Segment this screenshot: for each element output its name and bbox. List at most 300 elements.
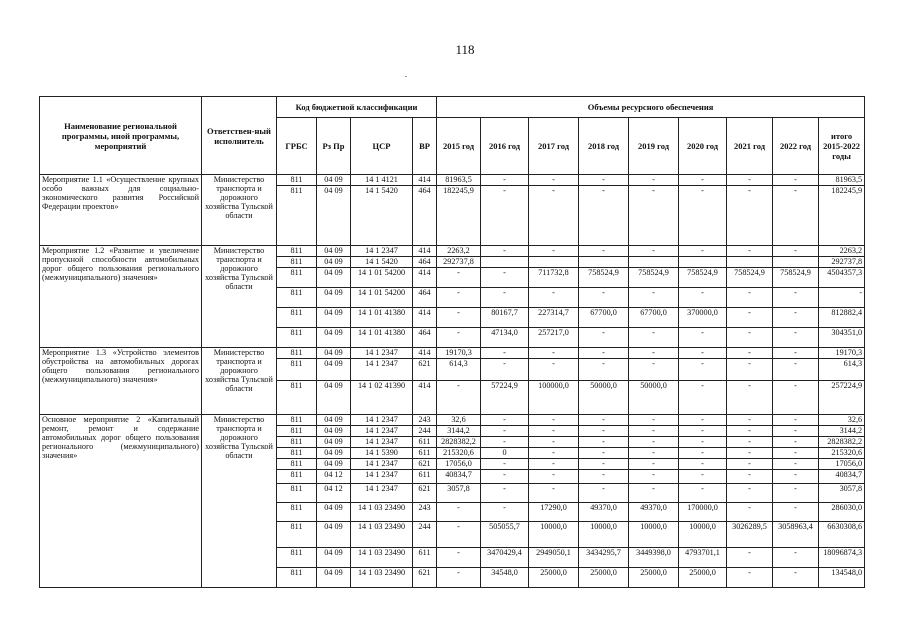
year-value-cell: - <box>437 548 481 568</box>
vr-cell: 464 <box>413 288 437 308</box>
year-value-cell: - <box>679 359 727 381</box>
total-cell: 812882,4 <box>819 308 865 328</box>
header-rzpr: Рз Пр <box>317 118 351 175</box>
measure-name: Основное мероприятие 2 «Капитальный ремонт, ремонт и содержание автомобильных дорог общего пользования регионального (межмуниципального) значения» <box>40 415 202 588</box>
responsible-executor: Министерство транспорта и дорожного хозяйства Тульской области <box>202 246 277 348</box>
responsible-executor: Министерство транспорта и дорожного хозяйства Тульской области <box>202 348 277 415</box>
year-value-cell: - <box>679 459 727 470</box>
year-value-cell: 57224,9 <box>481 381 529 415</box>
vr-cell: 621 <box>413 459 437 470</box>
year-value-cell: - <box>481 459 529 470</box>
rzpr-cell: 04 09 <box>317 257 351 268</box>
year-value-cell: - <box>529 186 579 246</box>
year-value-cell: 3434295,7 <box>579 548 629 568</box>
year-value-cell: 758524,9 <box>773 268 819 288</box>
grbs-cell: 811 <box>277 257 317 268</box>
grbs-cell: 811 <box>277 246 317 257</box>
year-value-cell: - <box>727 348 773 359</box>
year-value-cell: - <box>579 359 629 381</box>
year-value-cell: - <box>773 437 819 448</box>
year-value-cell: 182245,9 <box>437 186 481 246</box>
year-value-cell: 81963,5 <box>437 175 481 186</box>
total-cell: 182245,9 <box>819 186 865 246</box>
year-value-cell: - <box>727 288 773 308</box>
year-value-cell: - <box>481 288 529 308</box>
year-value-cell: 3058963,4 <box>773 522 819 548</box>
year-value-cell: - <box>481 175 529 186</box>
total-cell: 3057,8 <box>819 484 865 503</box>
header-year: 2015 год <box>437 118 481 175</box>
total-cell: 18096874,3 <box>819 548 865 568</box>
total-cell: 215320,6 <box>819 448 865 459</box>
year-value-cell: 3470429,4 <box>481 548 529 568</box>
csr-cell: 14 1 03 23490 <box>351 548 413 568</box>
year-value-cell: 227314,7 <box>529 308 579 328</box>
rzpr-cell: 04 09 <box>317 308 351 328</box>
year-value-cell: - <box>679 381 727 415</box>
vr-cell: 611 <box>413 548 437 568</box>
year-value-cell: - <box>629 415 679 426</box>
year-value-cell <box>773 257 819 268</box>
year-value-cell: - <box>773 548 819 568</box>
year-value-cell: - <box>629 359 679 381</box>
year-value-cell <box>629 257 679 268</box>
year-value-cell: 32,6 <box>437 415 481 426</box>
year-value-cell: - <box>529 288 579 308</box>
total-cell: 304351,0 <box>819 328 865 348</box>
year-value-cell: - <box>437 268 481 288</box>
grbs-cell: 811 <box>277 503 317 522</box>
year-value-cell: 40834,7 <box>437 470 481 484</box>
year-value-cell: - <box>773 186 819 246</box>
rzpr-cell: 04 09 <box>317 426 351 437</box>
rzpr-cell: 04 09 <box>317 522 351 548</box>
table-row <box>40 246 865 257</box>
vr-cell: 611 <box>413 470 437 484</box>
table-row <box>40 348 865 359</box>
csr-cell: 14 1 2347 <box>351 415 413 426</box>
year-value-cell: - <box>727 415 773 426</box>
year-value-cell: - <box>773 426 819 437</box>
year-value-cell: - <box>727 437 773 448</box>
vr-cell: 464 <box>413 186 437 246</box>
measure-name: Мероприятие 1.1 «Осуществление крупных особо важных для социально-экономического развития Российской Федерации проектов» <box>40 175 202 246</box>
total-cell: 257224,9 <box>819 381 865 415</box>
year-value-cell <box>481 257 529 268</box>
year-value-cell: - <box>773 175 819 186</box>
csr-cell: 14 1 2347 <box>351 459 413 470</box>
year-value-cell: - <box>481 503 529 522</box>
year-value-cell: 758524,9 <box>679 268 727 288</box>
year-value-cell: - <box>437 308 481 328</box>
rzpr-cell: 04 09 <box>317 186 351 246</box>
year-value-cell: - <box>481 246 529 257</box>
year-value-cell: 2828382,2 <box>437 437 481 448</box>
header-name: Наименование региональной программы, иной программы, мероприятий <box>40 97 202 175</box>
year-value-cell: - <box>727 328 773 348</box>
year-value-cell: 25000,0 <box>529 568 579 588</box>
year-value-cell: 67700,0 <box>629 308 679 328</box>
year-value-cell: - <box>481 470 529 484</box>
rzpr-cell: 04 09 <box>317 503 351 522</box>
year-value-cell: 0 <box>481 448 529 459</box>
year-value-cell: - <box>579 426 629 437</box>
grbs-cell: 811 <box>277 308 317 328</box>
grbs-cell: 811 <box>277 568 317 588</box>
year-value-cell: - <box>679 426 727 437</box>
rzpr-cell: 04 09 <box>317 359 351 381</box>
year-value-cell: - <box>529 448 579 459</box>
year-value-cell: - <box>481 415 529 426</box>
year-value-cell: - <box>629 348 679 359</box>
header-year: 2016 год <box>481 118 529 175</box>
year-value-cell: - <box>437 381 481 415</box>
header-year: 2017 год <box>529 118 579 175</box>
header-vr: ВР <box>413 118 437 175</box>
year-value-cell: - <box>773 448 819 459</box>
csr-cell: 14 1 4121 <box>351 175 413 186</box>
year-value-cell: - <box>679 348 727 359</box>
total-cell: 134548,0 <box>819 568 865 588</box>
year-value-cell: - <box>679 484 727 503</box>
csr-cell: 14 1 2347 <box>351 484 413 503</box>
year-value-cell: - <box>579 470 629 484</box>
year-value-cell: 50000,0 <box>579 381 629 415</box>
year-value-cell: - <box>773 288 819 308</box>
grbs-cell: 811 <box>277 381 317 415</box>
year-value-cell: - <box>529 246 579 257</box>
vr-cell: 414 <box>413 348 437 359</box>
year-value-cell: - <box>773 415 819 426</box>
rzpr-cell: 04 09 <box>317 175 351 186</box>
header-year: 2020 год <box>679 118 727 175</box>
rzpr-cell: 04 09 <box>317 437 351 448</box>
year-value-cell: - <box>579 175 629 186</box>
total-cell: 6630308,6 <box>819 522 865 548</box>
year-value-cell: - <box>579 246 629 257</box>
year-value-cell: - <box>529 359 579 381</box>
year-value-cell: - <box>727 548 773 568</box>
year-value-cell: - <box>629 437 679 448</box>
vr-cell: 244 <box>413 522 437 548</box>
year-value-cell: - <box>481 426 529 437</box>
csr-cell: 14 1 03 23490 <box>351 503 413 522</box>
csr-cell: 14 1 01 41380 <box>351 328 413 348</box>
year-value-cell: - <box>629 175 679 186</box>
grbs-cell: 811 <box>277 288 317 308</box>
csr-cell: 14 1 01 54200 <box>351 268 413 288</box>
year-value-cell: - <box>529 484 579 503</box>
year-value-cell: - <box>727 186 773 246</box>
year-value-cell: 2949050,1 <box>529 548 579 568</box>
year-value-cell: 758524,9 <box>629 268 679 288</box>
year-value-cell: - <box>629 459 679 470</box>
grbs-cell: 811 <box>277 328 317 348</box>
year-value-cell: 3026289,5 <box>727 522 773 548</box>
year-value-cell: - <box>679 175 727 186</box>
csr-cell: 14 1 5390 <box>351 448 413 459</box>
grbs-cell: 811 <box>277 484 317 503</box>
total-cell: 32,6 <box>819 415 865 426</box>
vr-cell: 621 <box>413 568 437 588</box>
year-value-cell: - <box>579 348 629 359</box>
csr-cell: 14 1 5420 <box>351 257 413 268</box>
year-value-cell: - <box>727 568 773 588</box>
year-value-cell: - <box>579 415 629 426</box>
year-value-cell: 215320,6 <box>437 448 481 459</box>
year-value-cell: - <box>773 328 819 348</box>
year-value-cell: - <box>437 568 481 588</box>
table-row <box>40 175 865 186</box>
year-value-cell: - <box>727 459 773 470</box>
year-value-cell: - <box>437 503 481 522</box>
vr-cell: 414 <box>413 381 437 415</box>
year-value-cell <box>727 257 773 268</box>
total-cell: 4504357,3 <box>819 268 865 288</box>
rzpr-cell: 04 09 <box>317 381 351 415</box>
total-cell: 2828382,2 <box>819 437 865 448</box>
year-value-cell: 292737,8 <box>437 257 481 268</box>
header-year: 2021 год <box>727 118 773 175</box>
year-value-cell: 49370,0 <box>629 503 679 522</box>
year-value-cell: 758524,9 <box>579 268 629 288</box>
grbs-cell: 811 <box>277 359 317 381</box>
year-value-cell: - <box>529 426 579 437</box>
year-value-cell: - <box>579 186 629 246</box>
year-value-cell: - <box>727 381 773 415</box>
year-value-cell: - <box>481 484 529 503</box>
year-value-cell: - <box>529 348 579 359</box>
year-value-cell: 257217,0 <box>529 328 579 348</box>
year-value-cell: - <box>579 288 629 308</box>
year-value-cell: 80167,7 <box>481 308 529 328</box>
measure-name: Мероприятие 1.2 «Развитие и увеличение пропускной способности автомобильных дорог общего пользования регионального (межмуниципального) значения» <box>40 246 202 348</box>
total-cell: 17056,0 <box>819 459 865 470</box>
total-cell: 19170,3 <box>819 348 865 359</box>
grbs-cell: 811 <box>277 415 317 426</box>
year-value-cell: 25000,0 <box>629 568 679 588</box>
scan-speck <box>405 76 407 77</box>
grbs-cell: 811 <box>277 548 317 568</box>
header-total: итого 2015-2022 годы <box>819 118 865 175</box>
year-value-cell: - <box>529 437 579 448</box>
total-cell: 292737,8 <box>819 257 865 268</box>
header-executor: Ответствен-ный исполнитель <box>202 97 277 175</box>
year-value-cell: - <box>727 426 773 437</box>
year-value-cell: - <box>629 328 679 348</box>
csr-cell: 14 1 02 41390 <box>351 381 413 415</box>
rzpr-cell: 04 09 <box>317 459 351 470</box>
year-value-cell: 17290,0 <box>529 503 579 522</box>
rzpr-cell: 04 09 <box>317 246 351 257</box>
year-value-cell: - <box>579 484 629 503</box>
year-value-cell: - <box>481 348 529 359</box>
year-value-cell: - <box>629 426 679 437</box>
year-value-cell: 10000,0 <box>529 522 579 548</box>
year-value-cell: - <box>773 568 819 588</box>
year-value-cell: - <box>727 448 773 459</box>
year-value-cell: 10000,0 <box>579 522 629 548</box>
rzpr-cell: 04 12 <box>317 470 351 484</box>
year-value-cell: - <box>579 459 629 470</box>
year-value-cell <box>579 257 629 268</box>
vr-cell: 414 <box>413 268 437 288</box>
rzpr-cell: 04 09 <box>317 328 351 348</box>
year-value-cell: 67700,0 <box>579 308 629 328</box>
page-number: 118 <box>455 42 475 57</box>
year-value-cell <box>529 257 579 268</box>
year-value-cell: 10000,0 <box>629 522 679 548</box>
rzpr-cell: 04 12 <box>317 484 351 503</box>
year-value-cell: - <box>481 359 529 381</box>
vr-cell: 414 <box>413 246 437 257</box>
year-value-cell: - <box>773 348 819 359</box>
year-value-cell: - <box>773 359 819 381</box>
csr-cell: 14 1 2347 <box>351 246 413 257</box>
csr-cell: 14 1 2347 <box>351 426 413 437</box>
vr-cell: 621 <box>413 484 437 503</box>
grbs-cell: 811 <box>277 437 317 448</box>
year-value-cell: - <box>629 470 679 484</box>
year-value-cell: 47134,0 <box>481 328 529 348</box>
grbs-cell: 811 <box>277 186 317 246</box>
year-value-cell: 17056,0 <box>437 459 481 470</box>
year-value-cell: - <box>727 470 773 484</box>
vr-cell: 243 <box>413 415 437 426</box>
responsible-executor: Министерство транспорта и дорожного хозяйства Тульской области <box>202 415 277 588</box>
grbs-cell: 811 <box>277 426 317 437</box>
rzpr-cell: 04 09 <box>317 448 351 459</box>
year-value-cell: - <box>727 503 773 522</box>
year-value-cell: - <box>529 415 579 426</box>
year-value-cell: - <box>679 437 727 448</box>
header-csr: ЦСР <box>351 118 413 175</box>
year-value-cell: 711732,8 <box>529 268 579 288</box>
year-value-cell: - <box>629 186 679 246</box>
vr-cell: 464 <box>413 328 437 348</box>
responsible-executor: Министерство транспорта и дорожного хозяйства Тульской области <box>202 175 277 246</box>
table-row <box>40 415 865 426</box>
year-value-cell: 3449398,0 <box>629 548 679 568</box>
vr-cell: 464 <box>413 257 437 268</box>
year-value-cell: 34548,0 <box>481 568 529 588</box>
year-value-cell: - <box>679 448 727 459</box>
header-year: 2022 год <box>773 118 819 175</box>
grbs-cell: 811 <box>277 175 317 186</box>
csr-cell: 14 1 2347 <box>351 348 413 359</box>
year-value-cell: - <box>727 359 773 381</box>
total-cell: 286030,0 <box>819 503 865 522</box>
rzpr-cell: 04 09 <box>317 268 351 288</box>
year-value-cell: 170000,0 <box>679 503 727 522</box>
year-value-cell: - <box>773 470 819 484</box>
year-value-cell: 4793701,1 <box>679 548 727 568</box>
year-value-cell: - <box>529 470 579 484</box>
year-value-cell: - <box>679 246 727 257</box>
year-value-cell: 614,3 <box>437 359 481 381</box>
year-value-cell: 370000,0 <box>679 308 727 328</box>
csr-cell: 14 1 01 41380 <box>351 308 413 328</box>
rzpr-cell: 04 09 <box>317 568 351 588</box>
year-value-cell <box>679 257 727 268</box>
year-value-cell: - <box>773 503 819 522</box>
total-cell: 614,3 <box>819 359 865 381</box>
measure-name: Мероприятие 1.3 «Устройство элементов обустройства на автомобильных дорогах общего пользования регионального (межмуниципального) значения» <box>40 348 202 415</box>
year-value-cell: - <box>481 437 529 448</box>
header-grbs: ГРБС <box>277 118 317 175</box>
year-value-cell: - <box>679 186 727 246</box>
csr-cell: 14 1 2347 <box>351 359 413 381</box>
vr-cell: 414 <box>413 175 437 186</box>
csr-cell: 14 1 03 23490 <box>351 568 413 588</box>
year-value-cell: - <box>529 175 579 186</box>
year-value-cell: - <box>579 328 629 348</box>
year-value-cell: - <box>529 459 579 470</box>
rzpr-cell: 04 09 <box>317 288 351 308</box>
vr-cell: 244 <box>413 426 437 437</box>
year-value-cell: - <box>679 328 727 348</box>
year-value-cell: 100000,0 <box>529 381 579 415</box>
header-volume-group: Объемы ресурсного обеспечения <box>437 97 865 118</box>
csr-cell: 14 1 5420 <box>351 186 413 246</box>
vr-cell: 611 <box>413 448 437 459</box>
year-value-cell: 758524,9 <box>727 268 773 288</box>
grbs-cell: 811 <box>277 459 317 470</box>
header-year: 2019 год <box>629 118 679 175</box>
year-value-cell: - <box>437 328 481 348</box>
year-value-cell: 25000,0 <box>579 568 629 588</box>
year-value-cell: - <box>481 186 529 246</box>
year-value-cell: - <box>629 448 679 459</box>
year-value-cell: - <box>579 448 629 459</box>
year-value-cell: - <box>773 484 819 503</box>
year-value-cell: - <box>481 268 529 288</box>
csr-cell: 14 1 01 54200 <box>351 288 413 308</box>
year-value-cell: 505055,7 <box>481 522 529 548</box>
grbs-cell: 811 <box>277 522 317 548</box>
header-year: 2018 год <box>579 118 629 175</box>
total-cell: 40834,7 <box>819 470 865 484</box>
year-value-cell: 10000,0 <box>679 522 727 548</box>
year-value-cell: 3144,2 <box>437 426 481 437</box>
vr-cell: 611 <box>413 437 437 448</box>
year-value-cell: - <box>629 484 679 503</box>
vr-cell: 621 <box>413 359 437 381</box>
table-body <box>40 175 865 588</box>
header-code-group: Код бюджетной классификации <box>277 97 437 118</box>
year-value-cell: - <box>773 308 819 328</box>
year-value-cell: - <box>727 246 773 257</box>
year-value-cell: - <box>727 175 773 186</box>
grbs-cell: 811 <box>277 348 317 359</box>
vr-cell: 414 <box>413 308 437 328</box>
table-head <box>40 97 865 175</box>
grbs-cell: 811 <box>277 268 317 288</box>
year-value-cell: - <box>727 308 773 328</box>
year-value-cell: - <box>629 246 679 257</box>
year-value-cell: - <box>727 484 773 503</box>
year-value-cell: 19170,3 <box>437 348 481 359</box>
year-value-cell: - <box>679 288 727 308</box>
total-cell: 2263,2 <box>819 246 865 257</box>
year-value-cell: 3057,8 <box>437 484 481 503</box>
vr-cell: 243 <box>413 503 437 522</box>
csr-cell: 14 1 2347 <box>351 470 413 484</box>
year-value-cell: 25000,0 <box>679 568 727 588</box>
csr-cell: 14 1 03 23490 <box>351 522 413 548</box>
grbs-cell: 811 <box>277 470 317 484</box>
year-value-cell: - <box>437 522 481 548</box>
